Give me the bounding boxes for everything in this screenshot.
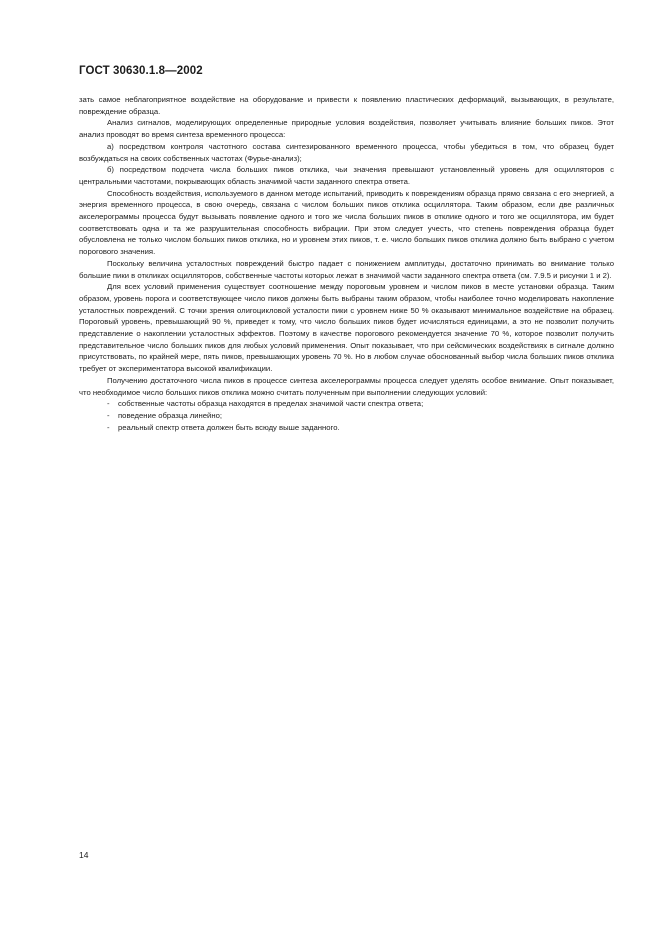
standard-header: ГОСТ 30630.1.8—2002 (79, 65, 203, 77)
condition-text: собственные частоты образца находятся в пределах значимой части спектра ответа; (118, 399, 424, 409)
paragraph-peak-synthesis: Получению достаточного числа пиков в процессе синтеза акселерограммы процесса следует уделять особое внимание. Опыт показывает, что необходимое число больших пиков отклика можно считать полученным при выполнении следующих условий: (79, 375, 614, 397)
list-item-a: а) посредством контроля частотного состава синтезированного временного процесса, чтобы убедиться в том, что образец будет возбуждаться на своих собственных частотах (Фурье-анализ); (79, 141, 614, 163)
page-number: 14 (79, 850, 89, 860)
paragraph-threshold-level: Для всех условий применения существует соотношение между пороговым уровнем и числом пиков в месте установки образца. Таким образом, уровень порога и соответствующее число пиков должны быть выбраны таким образом, чтобы наиболее точно моделировать накопление усталостных повреждений. С точки зрения олигоцикловой усталости пики с уровнем ниже 50 % оказывают минимальное воздействие на образец. Пороговый уровень, превышающий 90 %, приведет к тому, что число больших пиков будет исчисляться единицами, а это не позволит получить представление о накоплении усталостных эффектов. Поэтому в качестве порогового рекомендуется значение 70 %, которое позволит получить представительное число больших пиков для любых условий применения. Опыт показывает, что при сейсмических воздействиях в сигнале должно присутствовать, по крайней мере, пять пиков, превышающих уровень 70 %. Но в любом случае обоснованный выбор числа больших пиков отклика требует от экспериментатора высокой квалификации. (79, 282, 614, 374)
bullet-dash: - (107, 399, 110, 409)
list-item (79, 422, 614, 434)
paragraph-signal-analysis: Анализ сигналов, моделирующих определенные природные условия воздействия, позволяет учитывать влияние больших пиков. Этот анализ проводят во время синтеза временного процесса: (79, 118, 614, 140)
list-item (79, 398, 614, 410)
paragraph-damage-capability: Способность воздействия, используемого в данном методе испытаний, приводить к повреждениям образца прямо связана с его энергией, а энергия временного процесса, в свою очередь, связана с числом больших пиков отклика осциллятора. Таким образом, если две различных акселерограммы процесса будут вызывать появление одного и того же числа больших пиков в отклике одного и того же осциллятора, им будет соответствовать одна и та же разрушительная способность вибрации. При этом следует учесть, что степень повреждения образца будет обусловлена не только числом больших пиков отклика, но и уровнем этих пиков, т. е. число больших пиков отклика должно быть выбрано с учетом порогового значения. (79, 188, 614, 257)
body-text (79, 94, 614, 433)
list-item (79, 410, 614, 422)
paragraph-fatigue-damage: Поскольку величина усталостных повреждений быстро падает с понижением амплитуды, достаточно принимать во внимание только большие пики в откликах осцилляторов, собственные частоты которых лежат в значимой части заданного спектра ответа (см. 7.9.5 и рисунки 1 и 2). (79, 258, 614, 280)
paragraph-continued: зать самое неблагоприятное воздействие на оборудование и привести к появлению пластических деформаций, вызывающих, в результате, повреждение образца. (79, 95, 614, 116)
list-item-b: б) посредством подсчета числа больших пиков отклика, чьи значения превышают установленный уровень для осцилляторов с центральными частотами, покрывающих область значимой части заданного спектра ответа. (79, 165, 614, 186)
condition-text: реальный спектр ответа должен быть всюду выше заданного. (118, 422, 340, 432)
condition-text: поведение образца линейно; (118, 410, 222, 420)
conditions-list (79, 398, 614, 433)
bullet-dash: - (107, 410, 110, 420)
bullet-dash: - (107, 422, 110, 432)
